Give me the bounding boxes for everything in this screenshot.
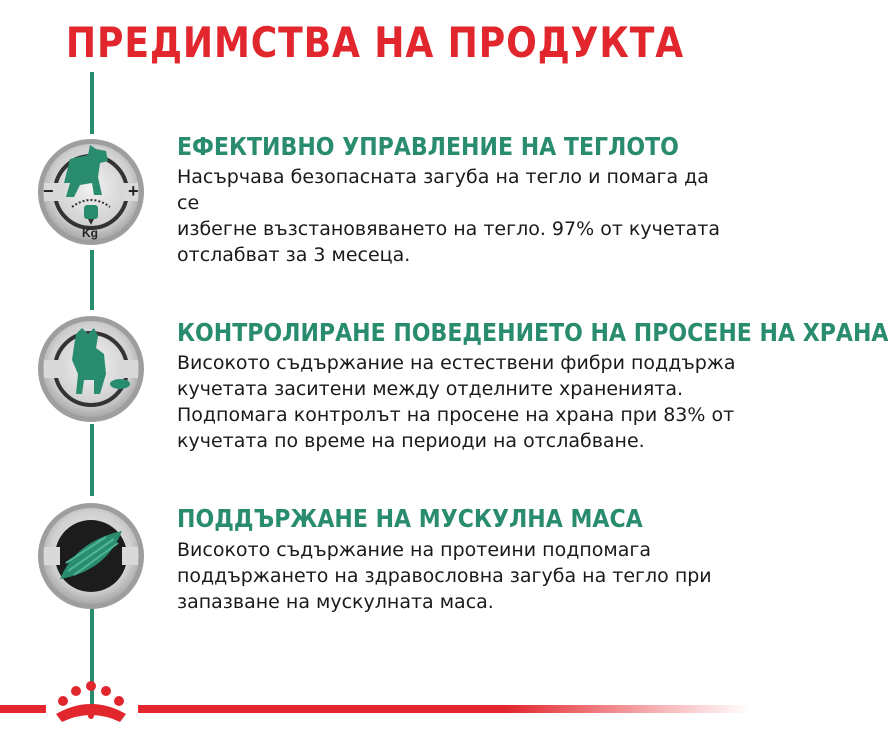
page-title: ПРЕДИМСТВА НА ПРОДУКТА <box>65 18 685 67</box>
footer-line <box>0 705 46 713</box>
description-line: Високото съдържание на протеини подпомага <box>177 539 651 561</box>
benefit-title: ЕФЕКТИВНО УПРАВЛЕНИЕ НА ТЕГЛОТО <box>177 132 679 161</box>
royal-canin-crown-logo <box>50 674 132 726</box>
plus-sign: + <box>128 181 139 201</box>
description-line: запазване на мускулната маса. <box>177 591 494 613</box>
benefit-description <box>177 537 737 615</box>
minus-sign: − <box>43 181 54 201</box>
begging-dog-bowl-icon <box>36 314 146 424</box>
benefit-title: ПОДДЪРЖАНЕ НА МУСКУЛНА МАСА <box>177 504 643 533</box>
description-line: избегне възстановяването на тегло. 97% от кучетата <box>177 218 720 240</box>
description-line: кучетата по време на периоди на отслабване. <box>177 430 645 452</box>
description-line: кучетата заситени между отделните храненията. <box>177 378 684 400</box>
description-line: Подпомага контролът на просене на храна при 83% от <box>177 404 735 426</box>
description-line: отслабват за 3 месеца. <box>177 244 411 266</box>
unit-label: Kg <box>82 226 98 240</box>
description-line: Насърчава безопасната загуба на тегло и помага да се <box>177 166 709 214</box>
muscle-fiber-icon <box>36 501 146 611</box>
benefit-description <box>177 350 737 454</box>
benefit-title: КОНТРОЛИРАНЕ ПОВЕДЕНИЕТО НА ПРОСЕНЕ НА ХРАНА <box>177 318 889 347</box>
timeline-line <box>90 424 94 496</box>
description-line: поддържането на здравословна загуба на тегло при <box>177 565 712 587</box>
timeline-line <box>90 250 94 310</box>
dog-weight-scale-icon <box>36 137 146 247</box>
description-line: Високото съдържание на естествени фибри поддържа <box>177 352 736 374</box>
benefit-description <box>177 164 737 268</box>
footer-line <box>138 705 750 713</box>
timeline-line <box>90 72 94 134</box>
